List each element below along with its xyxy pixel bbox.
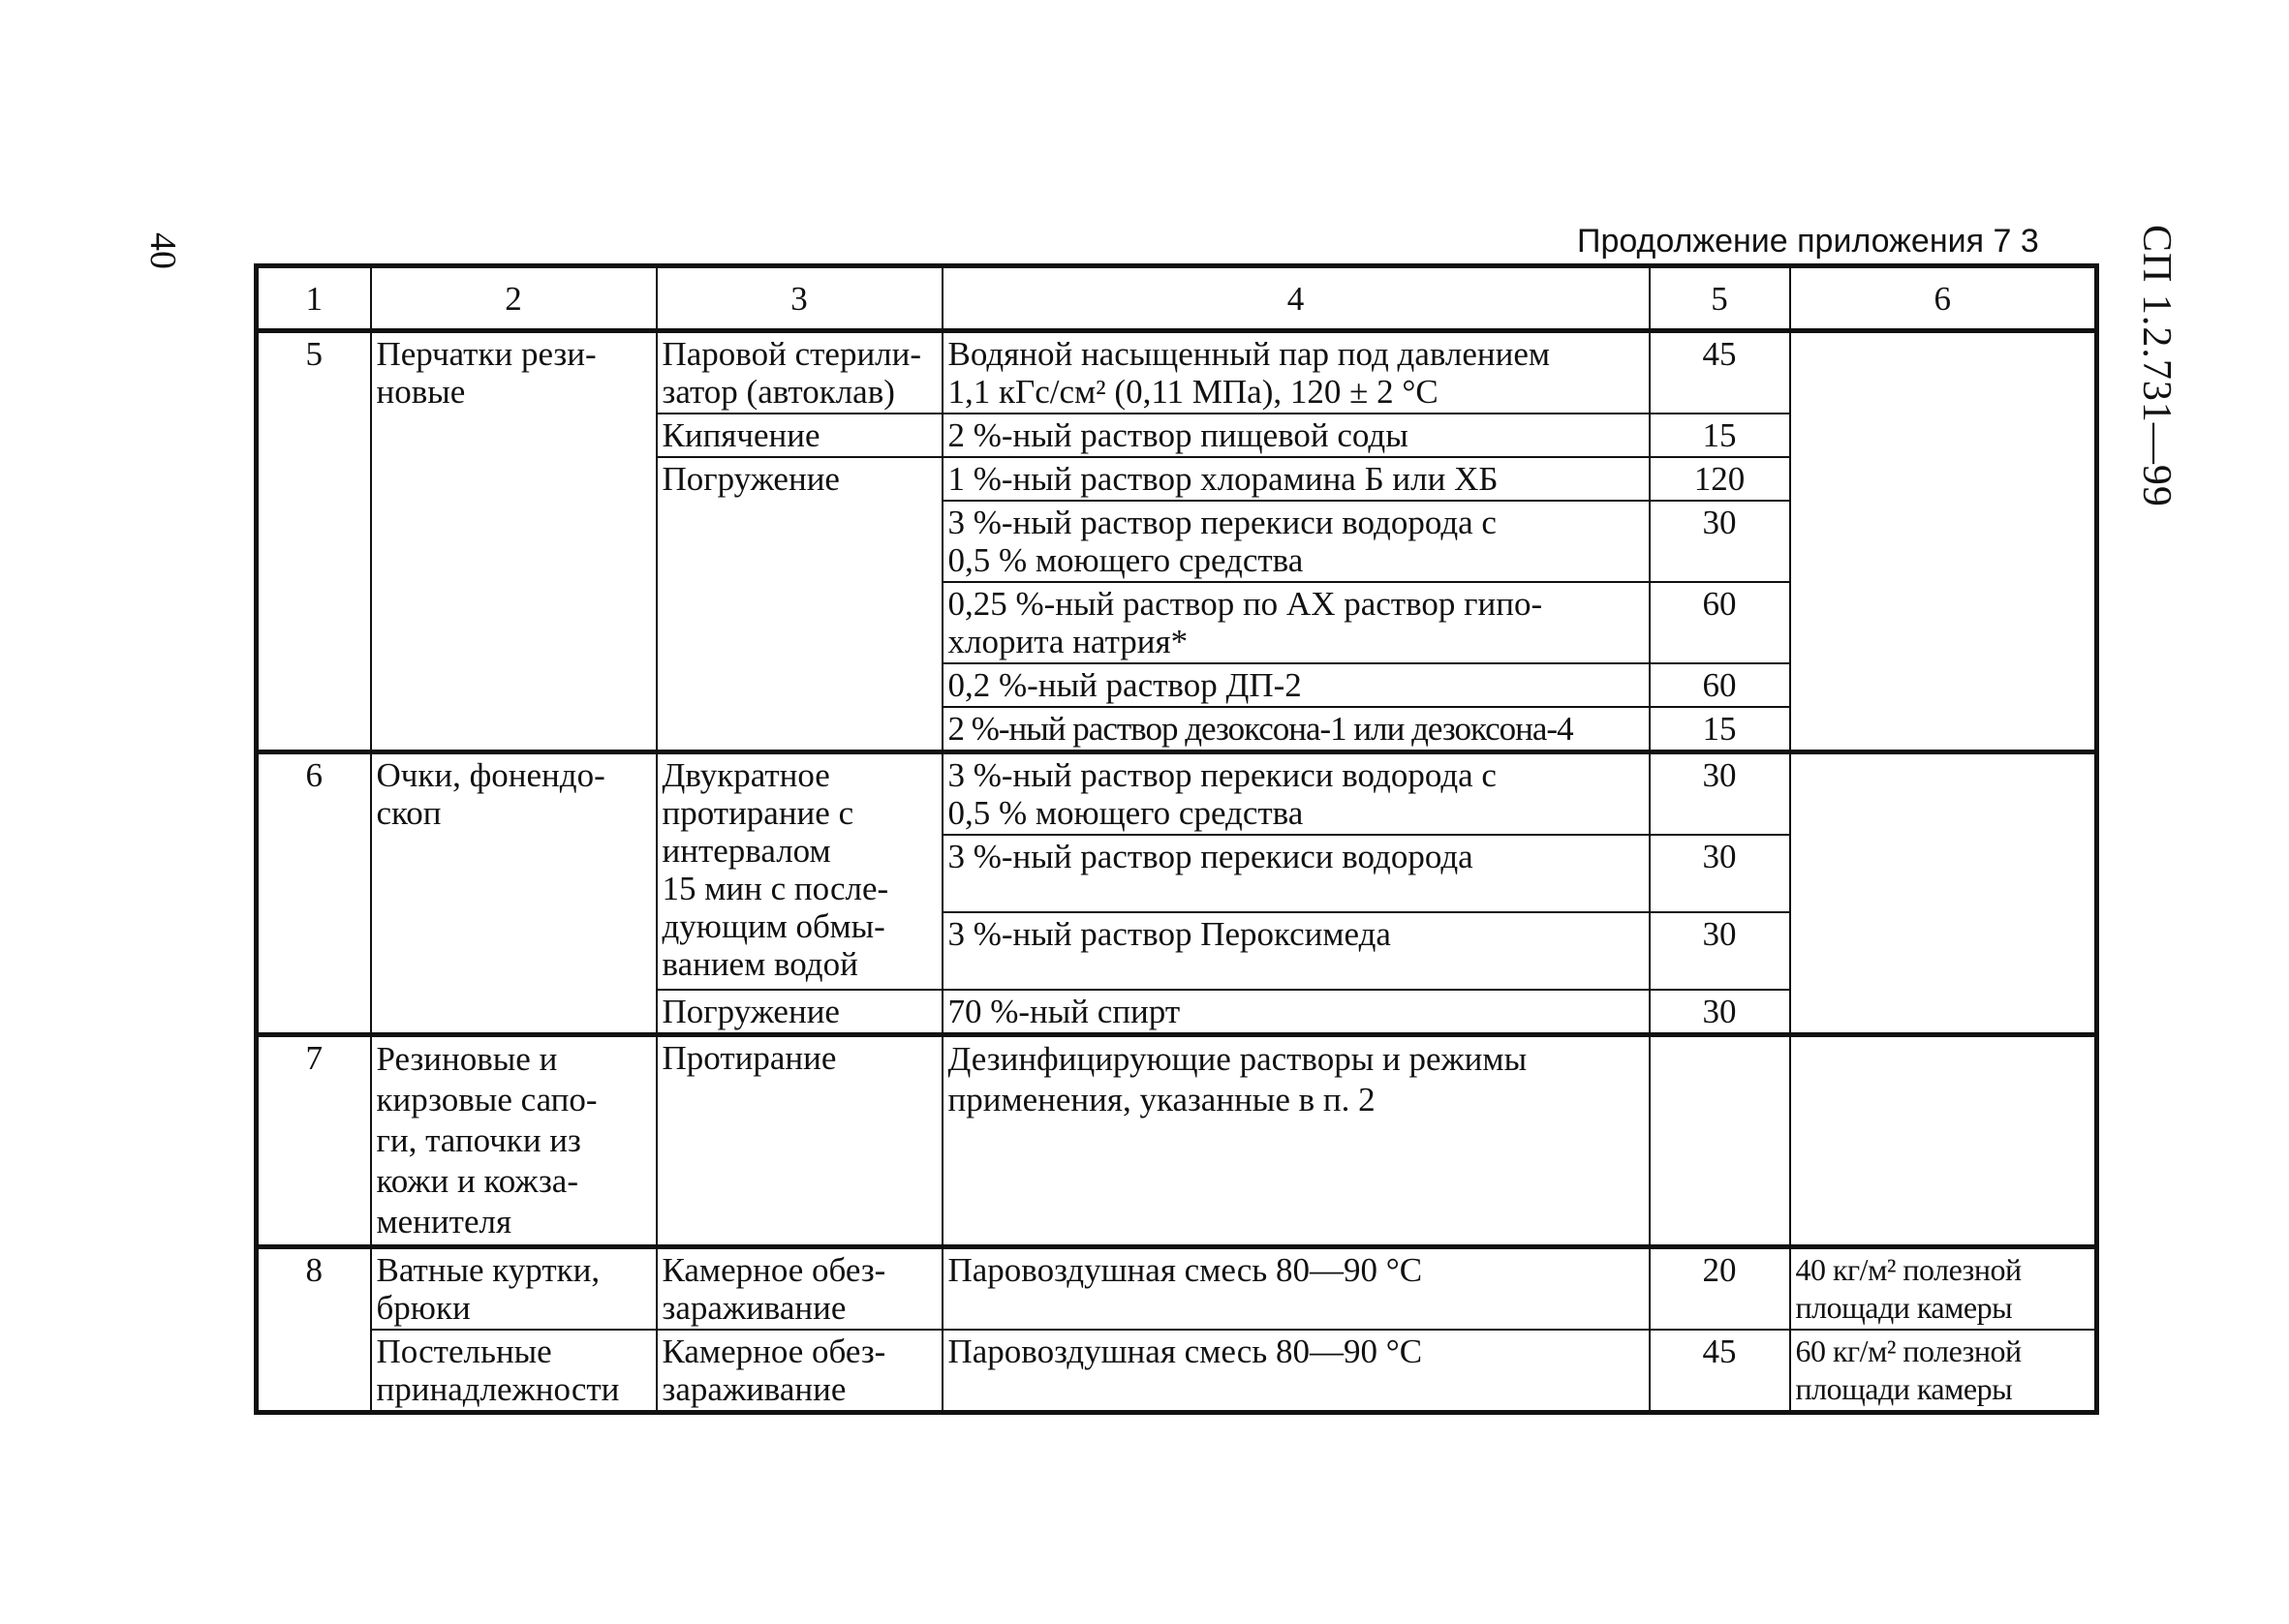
time-cell: 30 — [1650, 912, 1790, 990]
table-row — [257, 1247, 2097, 1331]
method-cell: Паровой стерили- затор (автоклав) — [657, 331, 943, 414]
time-cell: 60 — [1650, 663, 1790, 707]
note-cell: 60 кг/м² полезной площади камеры — [1790, 1330, 2097, 1413]
agent-cell: 3 %-ный раствор перекиси водорода с 0,5 % моющего средства — [943, 501, 1650, 582]
agent-cell: Паровоздушная смесь 80—90 °С — [943, 1330, 1650, 1413]
agent-cell: 3 %-ный раствор перекиси водорода — [943, 835, 1650, 912]
note-cell — [1790, 1035, 2097, 1247]
header-cell: 3 — [657, 266, 943, 331]
header-row — [257, 266, 2097, 331]
method-cell: Двукратное протирание с интервалом 15 мин с после- дующим обмы- ванием водой — [657, 752, 943, 991]
table-row — [257, 1035, 2097, 1247]
agent-cell: 3 %-ный раствор Пероксимеда — [943, 912, 1650, 990]
object-cell: Ватные куртки, брюки — [371, 1247, 657, 1331]
method-cell: Кипячение — [657, 414, 943, 457]
note-cell — [1790, 331, 2097, 752]
time-cell: 15 — [1650, 414, 1790, 457]
header-cell: 5 — [1650, 266, 1790, 331]
time-cell: 30 — [1650, 835, 1790, 912]
page-number: 40 — [142, 232, 183, 269]
document-code: СП 1.2.731—99 — [2134, 225, 2179, 507]
agent-cell: 2 %-ный раствор дезоксона-1 или дезоксона-4 — [943, 707, 1650, 752]
method-cell: Погружение — [657, 990, 943, 1035]
object-cell: Постельные принадлежности — [371, 1330, 657, 1413]
row-number: 6 — [257, 752, 371, 1035]
object-cell: Очки, фонендо- скоп — [371, 752, 657, 1035]
note-cell — [1790, 752, 2097, 1035]
agent-cell: Паровоздушная смесь 80—90 °С — [943, 1247, 1650, 1331]
row-number: 5 — [257, 331, 371, 752]
row-number: 7 — [257, 1035, 371, 1247]
agent-cell: 70 %-ный спирт — [943, 990, 1650, 1035]
time-cell: 30 — [1650, 752, 1790, 836]
time-cell: 45 — [1650, 1330, 1790, 1413]
time-cell: 30 — [1650, 990, 1790, 1035]
agent-cell: 0,25 %-ный раствор по АХ раствор гипо- хлорита натрия* — [943, 582, 1650, 663]
header-cell: 4 — [943, 266, 1650, 331]
disinfection-table — [254, 263, 2099, 1415]
time-cell: 45 — [1650, 331, 1790, 414]
method-cell: Камерное обез- зараживание — [657, 1330, 943, 1413]
note-cell: 40 кг/м² полезной площади камеры — [1790, 1247, 2097, 1331]
header-cell: 1 — [257, 266, 371, 331]
table-row — [257, 331, 2097, 414]
agent-cell: 3 %-ный раствор перекиси водорода с 0,5 % моющего средства — [943, 752, 1650, 836]
agent-cell: Водяной насыщенный пар под давлением 1,1 кГс/см² (0,11 МПа), 120 ± 2 °С — [943, 331, 1650, 414]
time-cell — [1650, 1035, 1790, 1247]
time-cell: 20 — [1650, 1247, 1790, 1331]
header-cell: 6 — [1790, 266, 2097, 331]
continuation-caption: Продолжение приложения 7 3 — [1577, 223, 2039, 260]
method-cell: Камерное обез- зараживание — [657, 1247, 943, 1331]
agent-cell: 0,2 %-ный раствор ДП-2 — [943, 663, 1650, 707]
agent-cell: 1 %-ный раствор хлорамина Б или ХБ — [943, 457, 1650, 501]
agent-cell: Дезинфицирующие растворы и режимы применения, указанные в п. 2 — [943, 1035, 1650, 1247]
row-number: 8 — [257, 1247, 371, 1413]
object-cell: Перчатки рези- новые — [371, 331, 657, 752]
table-row — [257, 1330, 2097, 1413]
table-row — [257, 752, 2097, 836]
method-cell: Протирание — [657, 1035, 943, 1247]
header-cell: 2 — [371, 266, 657, 331]
method-cell: Погружение — [657, 457, 943, 752]
time-cell: 30 — [1650, 501, 1790, 582]
object-cell: Резиновые и кирзовые сапо- ги, тапочки из кожи и кожза- менителя — [371, 1035, 657, 1247]
agent-cell: 2 %-ный раствор пищевой соды — [943, 414, 1650, 457]
time-cell: 60 — [1650, 582, 1790, 663]
time-cell: 15 — [1650, 707, 1790, 752]
time-cell: 120 — [1650, 457, 1790, 501]
